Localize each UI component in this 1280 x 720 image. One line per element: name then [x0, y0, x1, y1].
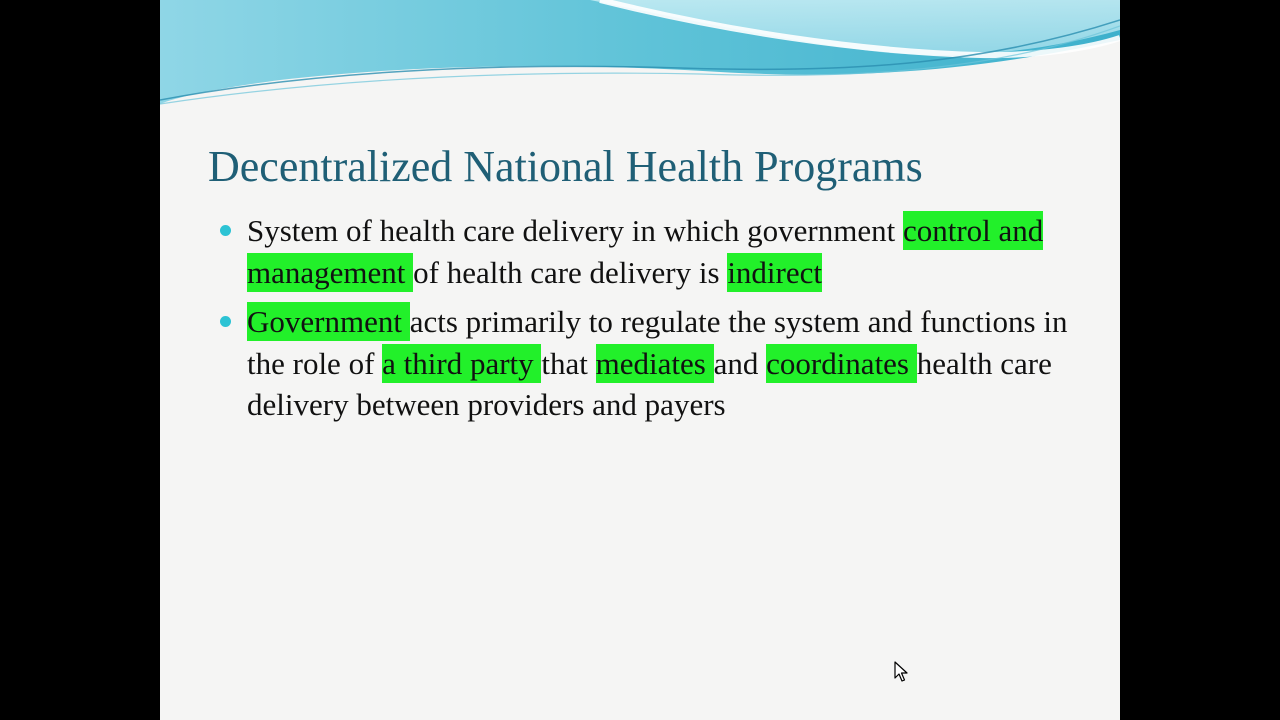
highlighted-text: indirect: [727, 254, 822, 290]
highlighted-text: coordinates: [766, 345, 917, 381]
bullet-list: [216, 210, 1076, 434]
bullet-item: [216, 301, 1076, 426]
highlighted-text: control and management: [247, 213, 1044, 290]
bullet-item: [216, 210, 1076, 293]
bullet-text: System of health care delivery in which government: [247, 213, 903, 248]
slide-title: Decentralized National Health Programs: [208, 142, 923, 191]
bullet-text: acts primarily to regulate the system and functions in the role of: [247, 304, 1068, 381]
bullet-text: that: [541, 345, 596, 381]
mouse-pointer-icon: [894, 661, 910, 683]
bullet-dot-icon: [220, 225, 231, 236]
wave-header-decoration: [160, 0, 1120, 120]
bullet-text: of health care delivery is: [413, 254, 728, 290]
presentation-slide: [160, 0, 1120, 720]
highlighted-text: mediates: [595, 345, 714, 381]
highlighted-text: a third party: [382, 345, 542, 381]
bullet-text: health care delivery between providers and payers: [247, 345, 1052, 422]
bullet-text: and: [713, 345, 767, 381]
bullet-dot-icon: [220, 316, 231, 327]
highlighted-text: Government: [247, 304, 410, 339]
